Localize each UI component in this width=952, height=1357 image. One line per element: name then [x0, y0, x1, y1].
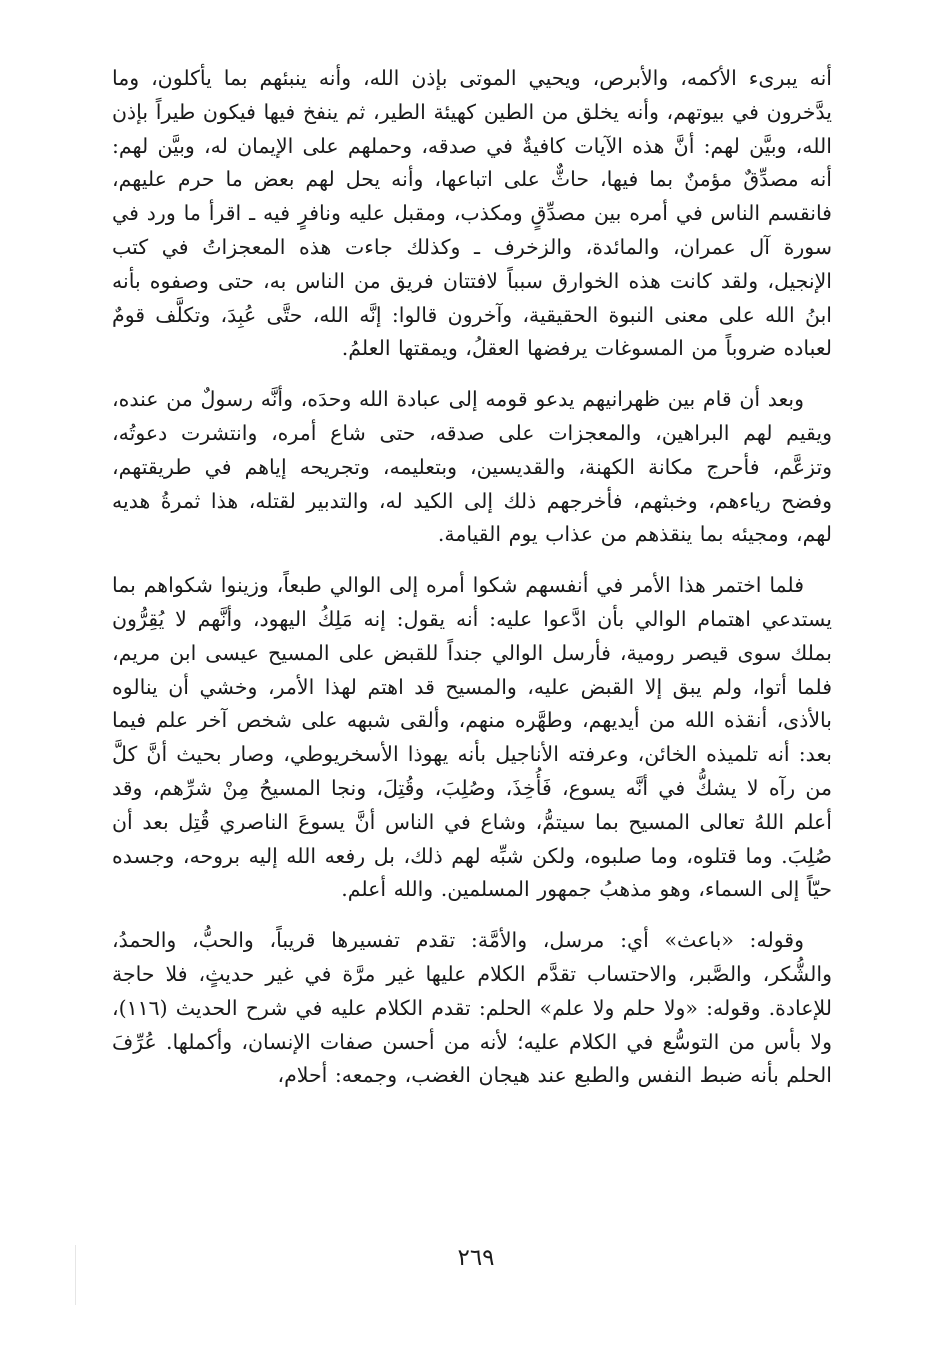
page-number: ٢٦٩	[457, 1245, 495, 1271]
page-body	[112, 62, 832, 1302]
paragraph-3: فلما اختمر هذا الأمر في أنفسهم شكوا أمره إلى الوالي طبعاً، وزينوا شكواهم بما يستدعي اهتمام الوالي بأن ادَّعوا عليه: أنه يقول: إنه مَلِكُ اليهود، وأنَّهم لا يُقِرُّون بملك سوى قيصر رومية، فأرسل الوالي جنداً للقبض على المسيح عيسى ابن مريم، فلما أتوا، ولم يبق إلا القبض عليه، والمسيح قد اهتم لهذا الأمر، وخشي أن ينالوه بالأذى، أنقذه الله من أيديهم، وطهَّره منهم، وألقى شبهه على شخص آخر علم فيما بعد: أنه تلميذه الخائن، وعرفته الأناجيل بأنه يهوذا الأسخريوطي، وصار بحيث أنَّ كلَّ من رآه لا يشكُّ في أنَّه يسوع، فَأُخِذَ، وصُلِبَ، وقُتِلَ، ونجا المسيحُ مِنْ شرِّهم، وقد أعلم اللهُ تعالى المسيح بما سيتمُّ، وشاع في الناس أنَّ يسوعَ الناصري قُتِل بعد أن صُلِبَ. وما قتلوه، وما صلبوه، ولكن شبِّه لهم ذلك، بل رفعه الله إليه بروحه، وجسده حيّاً إلى السماء، وهو مذهبُ جمهور المسلمين. والله أعلم.	[112, 573, 832, 902]
paragraph-2: وبعد أن قام بين ظهرانيهم يدعو قومه إلى عبادة الله وحدَه، وأنَّه رسولٌ من عنده، ويقيم لهم البراهين، والمعجزات على صدقه، حتى شاع أمره، وانتشرت دعوتُه، وتزعَّم، فأحرج مكانة الكهنة، والقديسين، وبتعليمه، وتجريحه إياهم في طريقتهم، وفضح رياءهم، وخبثهم، فأخرجهم ذلك إلى الكيد له، والتدبير لقتله، هذا ثمرةُ هديه لهم، ومجيئه بما ينقذهم من عذاب يوم القيامة.	[112, 387, 832, 547]
paragraph-4: وقوله: «باعث» أي: مرسل، والأمَّة: تقدم تفسيرها قريباً، والحبُّ، والحمدُ، والشُّكر، والصَّبر، والاحتساب تقدَّم الكلام عليها غير مرَّة في غير حديثٍ، فلا حاجة للإعادة. وقوله: «ولا حلم ولا علم» الحلم: تقدم الكلام عليه في شرح الحديث (١١٦)، ولا بأس من التوسُّع في الكلام عليه؛ لأنه من أحسن صفات الإنسان، وأكملها. عُرِّفَ الحلم بأنه ضبط النفس والطبع عند هيجان الغضب، وجمعه: أحلام،	[112, 928, 832, 1088]
paragraph-1: أنه يبرىء الأكمه، والأبرص، ويحيي الموتى بإذن الله، وأنه ينبئهم بما يأكلون، وما يدَّخرون في بيوتهم، وأنه يخلق من الطين كهيئة الطير، ثم ينفخ فيها فيكون طيراً بإذن الله، وبيَّن لهم: أنَّ هذه الآيات كافيةٌ في صدقه، وحملهم على الإيمان له، وبيَّن لهم: أنه مصدِّقٌ مؤمنٌ بما فيها، حاثٌّ على اتباعها، وأنه يحل لهم بعض ما حرم عليهم، فانقسم الناس في أمره بين مصدِّقٍ ومكذب، ومقبل عليه ونافرٍ فيه ـ اقرأ ما ورد في سورة آل عمران، والمائدة، والزخرف ـ وكذلك جاءت هذه المعجزاتُ في كتب الإنجيل، ولقد كانت هذه الخوارق سبباً لافتتان فريق من الناس به، حتى وصفوه بأنه ابنُ الله على معنى النبوة الحقيقية، وآخرون قالوا: إنَّه الله، حتَّى عُبِدَ، وتكلَّف قومٌ لعباده ضروباً من المسوغات يرفضها العقلُ، ويمقتها العلمُ.	[112, 66, 832, 361]
